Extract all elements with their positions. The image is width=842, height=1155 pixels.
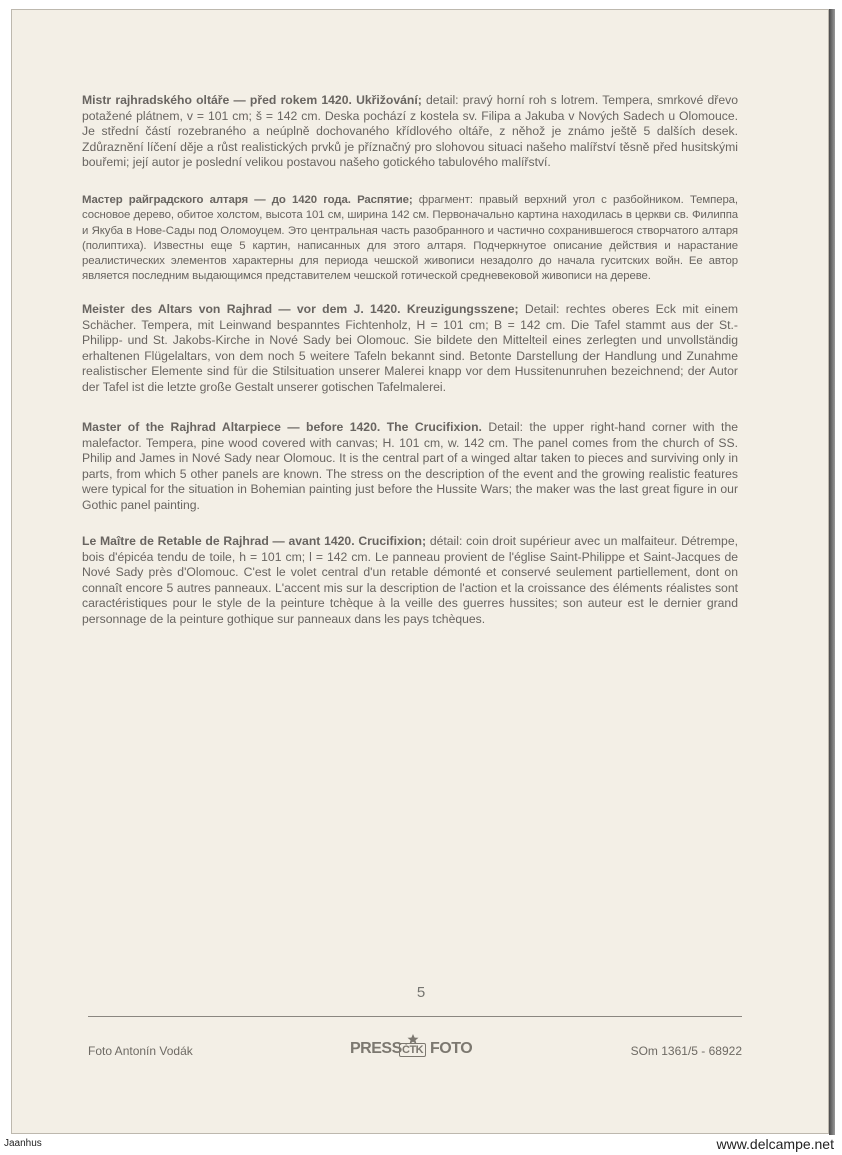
description-german-title: Meister des Altars von Rajhrad — vor dem J. 1420. Kreuzigungsszene;: [82, 302, 519, 316]
description-czech-body: detail: pravý horní roh s lotrem. Tempera, smrkové dřevo potažené plátnem, v = 101 cm; š = 142 cm. Deska pochází z kostela sv. Filipa a Jakuba v Nových Sadech u Olomouce. Je střední částí rozebraného a neúplně dochovaného křídlového oltáře, z něhož je známo ještě 5 dalších desek. Zdůraznění líčení děje a růst realistických prvků je příznačný pro slohovou situaci našeho malířství těsně před husitskými bouřemi; její autor je poslední velikou postavou našeho gotického tabulového malířství.: [82, 93, 738, 169]
footer-divider: [88, 1016, 742, 1017]
seller-watermark: Jaanhus: [4, 1138, 42, 1149]
description-russian-title: Мастер райградского алтаря — до 1420 года. Распятие;: [82, 194, 413, 206]
description-english: [82, 420, 738, 513]
catalog-number: SOm 1361/5 - 68922: [630, 1044, 742, 1058]
description-french-body: détail: coin droit supérieur avec un malfaiteur. Détrempe, bois d'épicéa tendu de toile, h = 101 cm; l = 142 cm. Le panneau provient de l'église Saint-Philippe et Saint-Jacques de Nové Sady près d'Olomouc. C'est le volet central d'un retable démonté et conservé seulement partiellement, dont on connaît encore 5 autres panneaux. L'accent mis sur la description de l'action et la croissance des éléments réalistes sont caractéristiques pour le style de la peinture tchèque à la veille des guerres hussites; son auteur est le dernier grand personnage de la peinture gothique sur panneaux dans les pays tchèques.: [82, 534, 738, 626]
description-russian-body: фрагмент: правый верхний угол с разбойником. Темпера, сосновое дерево, обитое холстом, высота 101 см, ширина 142 см. Первоначально картина находилась в церкви св. Филиппа и Якуба в Нове-Сады под Оломоуцем. Это центральная часть разобранного и частично сохранившегося створчатого алтаря (полиптиха). Известны еще 5 картин, написанных для этого алтаря. Подчеркнутое описание действия и нарастание реалистических элементов характерны для периода чешской живописи незадолго до начала гуситских войн. Ее автор является последним выдающимся представителем чешской готической средневековой живописи на дереве.: [82, 194, 738, 283]
description-czech: [82, 93, 738, 171]
description-german: [82, 302, 738, 395]
card-edge-shadow: [829, 9, 835, 1135]
description-german-body: Detail: rechtes oberes Eck mit einem Schächer. Tempera, mit Leinwand bespanntes Fichtenholz, H = 101 cm; B = 142 cm. Die Tafel stammt aus der St.-Philipp- und St. Jakobs-Kirche in Nové Sady bei Olomouc. Sie bildete den Mittelteil eines zerlegten und unvollständig erhaltenen Flügelaltars, von dem noch 5 weitere Tafeln bekannt sind. Betonte Darstellung der Handlung und Zunahme realistischer Elemente sind für die Stilsituation unserer Malerei knapp vor dem Hussitenunruhen bezeichnend; der Autor der Tafel ist die letzte große Gestalt unserer gotischen Tafelmalerei.: [82, 302, 738, 394]
logo-foto-text: FOTO: [430, 1040, 473, 1057]
site-watermark: www.delcampe.net: [716, 1136, 834, 1152]
description-czech-title: Mistr rajhradského oltáře — před rokem 1420. Ukřižování;: [82, 93, 422, 107]
photographer-credit: Foto Antonín Vodák: [88, 1044, 193, 1058]
press-foto-logo: [350, 1034, 480, 1064]
description-english-title: Master of the Rajhrad Altarpiece — before 1420. The Crucifixion.: [82, 420, 482, 434]
logo-ctk-text: ČTK: [399, 1043, 426, 1057]
page-number: 5: [416, 984, 426, 1001]
description-english-body: Detail: the upper right-hand corner with the malefactor. Tempera, pine wood covered with canvas; H. 101 cm, w. 142 cm. The panel comes from the church of SS. Philip and James in Nové Sady near Olomouc. It is the central part of a winged altar taken to pieces and surviving only in parts, from which 5 other panels are known. The stress on the description of the event and the growing realistic features were typical for the situation in Bohemian painting just before the Hussite Wars; the maker was the last great figure in our Gothic panel painting.: [82, 420, 738, 512]
description-russian: [82, 193, 738, 285]
description-french-title: Le Maître de Retable de Rajhrad — avant 1420. Crucifixion;: [82, 534, 427, 548]
logo-press-text: PRESS: [350, 1040, 402, 1057]
description-french: [82, 534, 738, 627]
